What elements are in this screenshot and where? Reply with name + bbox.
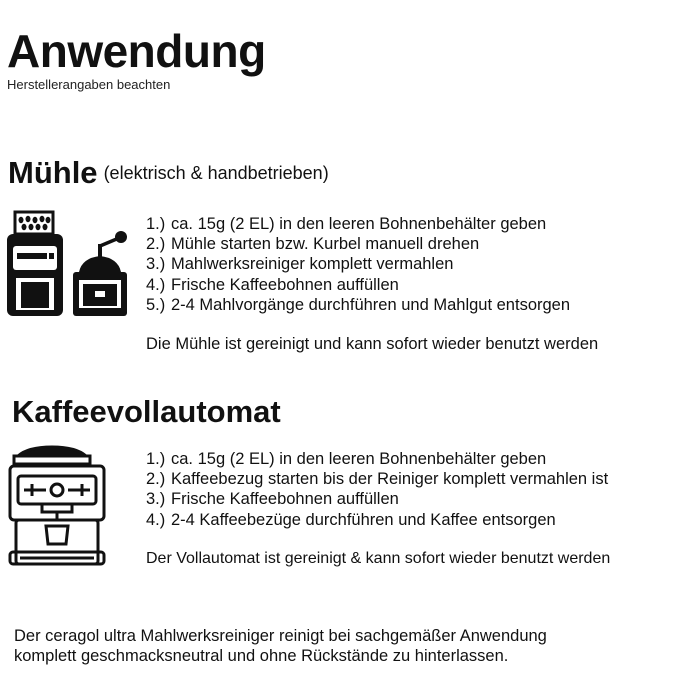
grinder-note: Die Mühle ist gereinigt und kann sofort wieder benutzt werden [146, 335, 599, 353]
footer-text [14, 626, 547, 666]
grinder-section-title [8, 157, 329, 188]
list-item: 5.) 2-4 Mahlvorgänge durchführen und Mahlgut entsorgen [146, 295, 571, 314]
grinder-steps [146, 214, 570, 315]
list-item: 2.) Kaffeebezug starten bis der Reiniger komplett vermahlen ist [146, 470, 609, 489]
page-title: Anwendung [7, 25, 266, 77]
machine-steps [146, 449, 608, 530]
espresso-machine-icon [6, 444, 110, 570]
list-item: 4.) 2-4 Kaffeebezüge durchführen und Kaffee entsorgen [146, 510, 556, 529]
grinder-title: Mühle [8, 155, 98, 190]
list-item: 4.) Frische Kaffeebohnen auffüllen [146, 275, 399, 294]
machine-section-title: Kaffeevollautomat [12, 394, 281, 429]
list-item: 3.) Frische Kaffeebohnen auffüllen [146, 490, 399, 509]
footer-line-2: komplett geschmacksneutral und ohne Rückstände zu hinterlassen. [14, 647, 509, 665]
footer-line-1: Der ceragol ultra Mahlwerksreiniger reinigt bei sachgemäßer Anwendung [14, 627, 547, 645]
list-item: 3.) Mahlwerksreiniger komplett vermahlen [146, 255, 454, 274]
page-subtitle: Herstellerangaben beachten [7, 77, 171, 92]
grinder-subtitle: (elektrisch & handbetrieben) [103, 163, 329, 183]
list-item: 1.) ca. 15g (2 EL) in den leeren Bohnenbehälter geben [146, 450, 547, 468]
grinder-icon [3, 208, 131, 320]
list-item: 1.) ca. 15g (2 EL) in den leeren Bohnenbehälter geben [146, 215, 547, 233]
machine-note: Der Vollautomat ist gereinigt & kann sofort wieder benutzt werden [146, 550, 611, 567]
list-item: 2.) Mühle starten bzw. Kurbel manuell drehen [146, 235, 480, 254]
